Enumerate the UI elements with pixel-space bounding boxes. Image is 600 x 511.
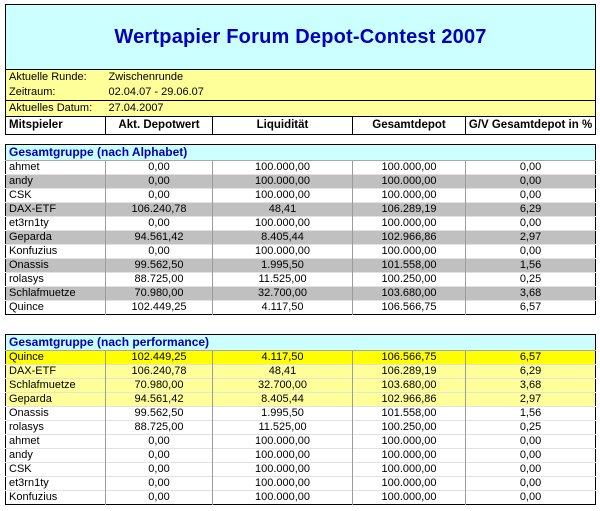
gv-cell: 0,25	[466, 273, 596, 287]
gesamtdepot-cell: 100.250,00	[353, 421, 466, 435]
player-name-cell: et3rn1ty	[6, 477, 106, 491]
gv-cell: 6,29	[466, 365, 596, 379]
info-row-round	[6, 70, 596, 86]
gesamtdepot-cell: 100.000,00	[353, 175, 466, 189]
depotwert-cell: 0,00	[106, 477, 213, 491]
round-label: Aktuelle Runde:	[6, 70, 106, 86]
table-row	[6, 477, 596, 491]
player-name-cell: rolasys	[6, 421, 106, 435]
gv-cell: 0,00	[466, 463, 596, 477]
gesamtdepot-cell: 100.250,00	[353, 273, 466, 287]
table-row	[6, 491, 596, 505]
gv-cell: 0,00	[466, 161, 596, 175]
table-row	[6, 435, 596, 449]
depotwert-cell: 0,00	[106, 175, 213, 189]
depotwert-cell: 70.980,00	[106, 287, 213, 301]
page-title: Wertpapier Forum Depot-Contest 2007	[6, 5, 596, 70]
gv-cell: 2,97	[466, 231, 596, 245]
liquiditaet-cell: 1.995,50	[213, 259, 353, 273]
gv-cell: 3,68	[466, 287, 596, 301]
gesamtdepot-cell: 100.000,00	[353, 477, 466, 491]
liquiditaet-cell: 11.525,00	[213, 421, 353, 435]
gesamtdepot-cell: 100.000,00	[353, 217, 466, 231]
player-name-cell: Onassis	[6, 407, 106, 421]
gesamtdepot-cell: 106.566,75	[353, 301, 466, 315]
depotwert-cell: 0,00	[106, 435, 213, 449]
gesamtdepot-cell: 103.680,00	[353, 287, 466, 301]
depotwert-cell: 102.449,25	[106, 301, 213, 315]
depotwert-cell: 70.980,00	[106, 379, 213, 393]
gesamtdepot-cell: 100.000,00	[353, 449, 466, 463]
section-alphabet-title: Gesamtgruppe (nach Alphabet)	[6, 145, 596, 161]
liquiditaet-cell: 100.000,00	[213, 463, 353, 477]
depotwert-cell: 0,00	[106, 491, 213, 505]
column-header-liquiditaet: Liquidität	[213, 117, 353, 135]
liquiditaet-cell: 32.700,00	[213, 287, 353, 301]
section-performance-table	[5, 334, 596, 505]
column-header-row	[6, 117, 596, 135]
section-header-row	[6, 145, 596, 161]
gesamtdepot-cell: 100.000,00	[353, 435, 466, 449]
depotwert-cell: 0,00	[106, 463, 213, 477]
gv-cell: 0,00	[466, 477, 596, 491]
depotwert-cell: 102.449,25	[106, 351, 213, 365]
player-name-cell: rolasys	[6, 273, 106, 287]
gesamtdepot-cell: 106.289,19	[353, 203, 466, 217]
liquiditaet-cell: 1.995,50	[213, 407, 353, 421]
player-name-cell: Geparda	[6, 231, 106, 245]
table-row	[6, 203, 596, 217]
liquiditaet-cell: 8.405,44	[213, 231, 353, 245]
gv-cell: 0,00	[466, 491, 596, 505]
gesamtdepot-cell: 100.000,00	[353, 463, 466, 477]
gv-cell: 0,00	[466, 189, 596, 203]
section-performance-body	[6, 351, 596, 505]
liquiditaet-cell: 4.117,50	[213, 351, 353, 365]
liquiditaet-cell: 100.000,00	[213, 175, 353, 189]
player-name-cell: andy	[6, 175, 106, 189]
section-alphabet-body	[6, 161, 596, 315]
depotwert-cell: 106.240,78	[106, 203, 213, 217]
player-name-cell: ahmet	[6, 435, 106, 449]
player-name-cell: andy	[6, 449, 106, 463]
liquiditaet-cell: 8.405,44	[213, 393, 353, 407]
liquiditaet-cell: 48,41	[213, 365, 353, 379]
player-name-cell: ahmet	[6, 161, 106, 175]
player-name-cell: CSK	[6, 463, 106, 477]
player-name-cell: Konfuzius	[6, 245, 106, 259]
info-row-date	[6, 101, 596, 117]
table-row	[6, 449, 596, 463]
gesamtdepot-cell: 100.000,00	[353, 189, 466, 203]
table-row	[6, 379, 596, 393]
section-header-row	[6, 335, 596, 351]
player-name-cell: Schlafmuetze	[6, 379, 106, 393]
gv-cell: 0,00	[466, 435, 596, 449]
liquiditaet-cell: 100.000,00	[213, 245, 353, 259]
section-alphabet-table	[5, 144, 596, 315]
table-row	[6, 259, 596, 273]
report-header-block	[5, 4, 596, 135]
column-header-gv-prozent: G/V Gesamtdepot in %	[466, 117, 596, 135]
section-performance-title: Gesamtgruppe (nach performance)	[6, 335, 596, 351]
liquiditaet-cell: 100.000,00	[213, 491, 353, 505]
depotwert-cell: 99.562,50	[106, 407, 213, 421]
table-row	[6, 273, 596, 287]
title-row	[6, 5, 596, 70]
depotwert-cell: 0,00	[106, 217, 213, 231]
table-row	[6, 351, 596, 365]
depotwert-cell: 88.725,00	[106, 421, 213, 435]
gesamtdepot-cell: 103.680,00	[353, 379, 466, 393]
table-row	[6, 301, 596, 315]
gesamtdepot-cell: 100.000,00	[353, 245, 466, 259]
liquiditaet-cell: 100.000,00	[213, 217, 353, 231]
player-name-cell: Onassis	[6, 259, 106, 273]
gesamtdepot-cell: 106.566,75	[353, 351, 466, 365]
liquiditaet-cell: 32.700,00	[213, 379, 353, 393]
table-row	[6, 463, 596, 477]
liquiditaet-cell: 100.000,00	[213, 161, 353, 175]
liquiditaet-cell: 11.525,00	[213, 273, 353, 287]
table-row	[6, 393, 596, 407]
liquiditaet-cell: 100.000,00	[213, 449, 353, 463]
table-row	[6, 245, 596, 259]
gesamtdepot-cell: 100.000,00	[353, 161, 466, 175]
gv-cell: 1,56	[466, 259, 596, 273]
gv-cell: 1,56	[466, 407, 596, 421]
gv-cell: 0,00	[466, 175, 596, 189]
player-name-cell: et3rn1ty	[6, 217, 106, 231]
depotwert-cell: 0,00	[106, 189, 213, 203]
table-row	[6, 161, 596, 175]
gesamtdepot-cell: 101.558,00	[353, 407, 466, 421]
depotwert-cell: 0,00	[106, 449, 213, 463]
player-name-cell: Quince	[6, 301, 106, 315]
gv-cell: 0,25	[466, 421, 596, 435]
gv-cell: 6,57	[466, 351, 596, 365]
table-row	[6, 287, 596, 301]
liquiditaet-cell: 100.000,00	[213, 477, 353, 491]
player-name-cell: Konfuzius	[6, 491, 106, 505]
info-row-period	[6, 85, 596, 101]
table-row	[6, 421, 596, 435]
depotwert-cell: 0,00	[106, 245, 213, 259]
gesamtdepot-cell: 102.966,86	[353, 393, 466, 407]
table-row	[6, 365, 596, 379]
round-value: Zwischenrunde	[106, 70, 596, 86]
gv-cell: 6,29	[466, 203, 596, 217]
table-row	[6, 217, 596, 231]
table-row	[6, 231, 596, 245]
gv-cell: 6,57	[466, 301, 596, 315]
table-row	[6, 175, 596, 189]
column-header-mitspieler: Mitspieler	[6, 117, 106, 135]
column-header-depotwert: Akt. Depotwert	[106, 117, 213, 135]
player-name-cell: CSK	[6, 189, 106, 203]
player-name-cell: DAX-ETF	[6, 365, 106, 379]
gv-cell: 3,68	[466, 379, 596, 393]
player-name-cell: Quince	[6, 351, 106, 365]
gesamtdepot-cell: 102.966,86	[353, 231, 466, 245]
table-row	[6, 407, 596, 421]
gesamtdepot-cell: 100.000,00	[353, 491, 466, 505]
depotwert-cell: 94.561,42	[106, 393, 213, 407]
gv-cell: 0,00	[466, 449, 596, 463]
period-label: Zeitraum:	[6, 85, 106, 101]
date-value: 27.04.2007	[106, 101, 596, 117]
table-row	[6, 189, 596, 203]
liquiditaet-cell: 100.000,00	[213, 189, 353, 203]
period-value: 02.04.07 - 29.06.07	[106, 85, 596, 101]
gv-cell: 0,00	[466, 245, 596, 259]
date-label: Aktuelles Datum:	[6, 101, 106, 117]
gesamtdepot-cell: 101.558,00	[353, 259, 466, 273]
depotwert-cell: 0,00	[106, 161, 213, 175]
depotwert-cell: 88.725,00	[106, 273, 213, 287]
gv-cell: 2,97	[466, 393, 596, 407]
depotwert-cell: 99.562,50	[106, 259, 213, 273]
liquiditaet-cell: 4.117,50	[213, 301, 353, 315]
depotwert-cell: 106.240,78	[106, 365, 213, 379]
player-name-cell: DAX-ETF	[6, 203, 106, 217]
liquiditaet-cell: 48,41	[213, 203, 353, 217]
gv-cell: 0,00	[466, 217, 596, 231]
depotwert-cell: 94.561,42	[106, 231, 213, 245]
column-header-gesamtdepot: Gesamtdepot	[353, 117, 466, 135]
liquiditaet-cell: 100.000,00	[213, 435, 353, 449]
player-name-cell: Schlafmuetze	[6, 287, 106, 301]
gesamtdepot-cell: 106.289,19	[353, 365, 466, 379]
player-name-cell: Geparda	[6, 393, 106, 407]
